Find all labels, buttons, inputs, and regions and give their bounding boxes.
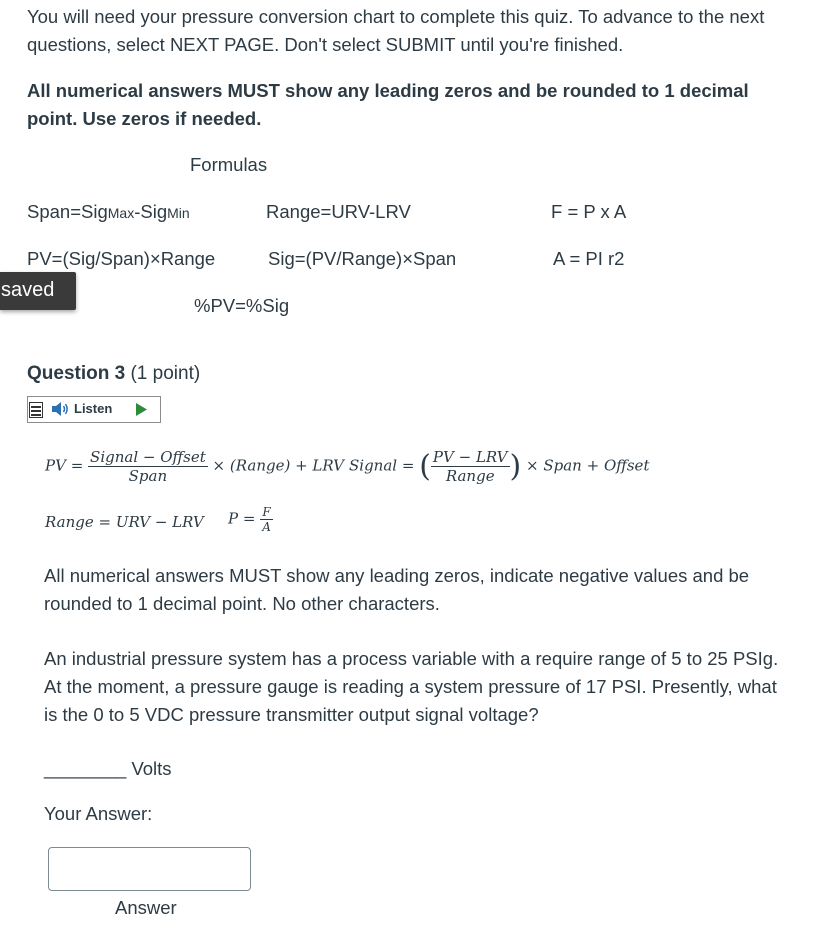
equation-pressure-denominator: A (262, 520, 271, 534)
question-points: (1 point) (130, 363, 201, 384)
saved-status-text: saved (1, 279, 55, 301)
menu-icon[interactable] (29, 402, 43, 418)
equation-pressure-lhs: P = (228, 509, 256, 528)
blank: ________ (44, 758, 127, 779)
formula-span-prefix: Span=Sig (27, 201, 108, 222)
saved-status-badge (0, 272, 76, 310)
answer-caption: Answer (115, 897, 177, 918)
equation-signal-fraction (431, 448, 510, 485)
rounding-rule: All numerical answers MUST show any leading zeros and be rounded to 1 decimal point. Use zeros if needed. (27, 80, 749, 129)
right-paren: ) (509, 449, 522, 484)
formula-span-min: Min (167, 205, 190, 221)
question-number: Question 3 (27, 363, 126, 384)
formula-percent: %PV=%Sig (194, 295, 290, 316)
equation-range: Range = URV − LRV (45, 513, 204, 531)
listen-button[interactable] (27, 396, 161, 423)
speaker-icon (50, 401, 70, 417)
equation-pv-rhs: × (Range) + LRV (212, 456, 344, 475)
answer-rules: All numerical answers MUST show any leading zeros, indicate negative values and be rounded to 1 decimal point. No other characters. (44, 565, 750, 614)
formula-area: A = PI r2 (553, 248, 625, 269)
formula-pv: PV=(Sig/Span)×Range (27, 248, 216, 269)
equation-pv-denominator: Span (128, 467, 168, 485)
formula-range: Range=URV-LRV (266, 201, 411, 222)
answer-input[interactable] (48, 847, 251, 891)
answer-blank-line (44, 758, 172, 780)
equation-signal-rhs: × Span + Offset (526, 456, 650, 475)
equation-pv-lhs: PV = (45, 456, 84, 475)
formula-sig: Sig=(PV/Range)×Span (268, 248, 457, 269)
unit-label: Volts (131, 758, 172, 779)
formula-span-mid: -Sig (134, 201, 168, 222)
equation-pressure (228, 505, 273, 534)
equation-signal (349, 448, 649, 485)
equation-pv-numerator: Signal − Offset (90, 448, 206, 466)
formula-span (27, 201, 190, 223)
formula-force: F = P x A (551, 201, 627, 222)
equation-signal-denominator: Range (445, 467, 495, 485)
equation-pressure-numerator: F (260, 505, 273, 520)
equation-signal-lhs: Signal = (349, 456, 415, 475)
question-title (27, 363, 200, 385)
formulas-heading: Formulas (190, 154, 268, 175)
equation-pressure-fraction (260, 505, 273, 534)
listen-label: Listen (74, 401, 113, 416)
question-body: An industrial pressure system has a process variable with a require range of 5 to 25 PSIg. At the moment, a pressure gauge is reading a system pressure of 17 PSI. Presently, what is the 0 to 5 VDC pressure transmitter output signal voltage? (44, 648, 779, 725)
equation-signal-numerator: PV − LRV (432, 448, 508, 466)
equation-pv-fraction (88, 448, 208, 485)
equation-pv (45, 448, 344, 485)
play-icon[interactable] (134, 402, 148, 417)
formula-span-max: Max (107, 205, 135, 221)
left-paren: ( (419, 449, 431, 484)
quiz-instructions: You will need your pressure conversion chart to complete this quiz. To advance to the next questions, select NEXT PAGE. Don't select SUBMIT until you're finished. (27, 6, 765, 55)
your-answer-label: Your Answer: (44, 803, 153, 824)
